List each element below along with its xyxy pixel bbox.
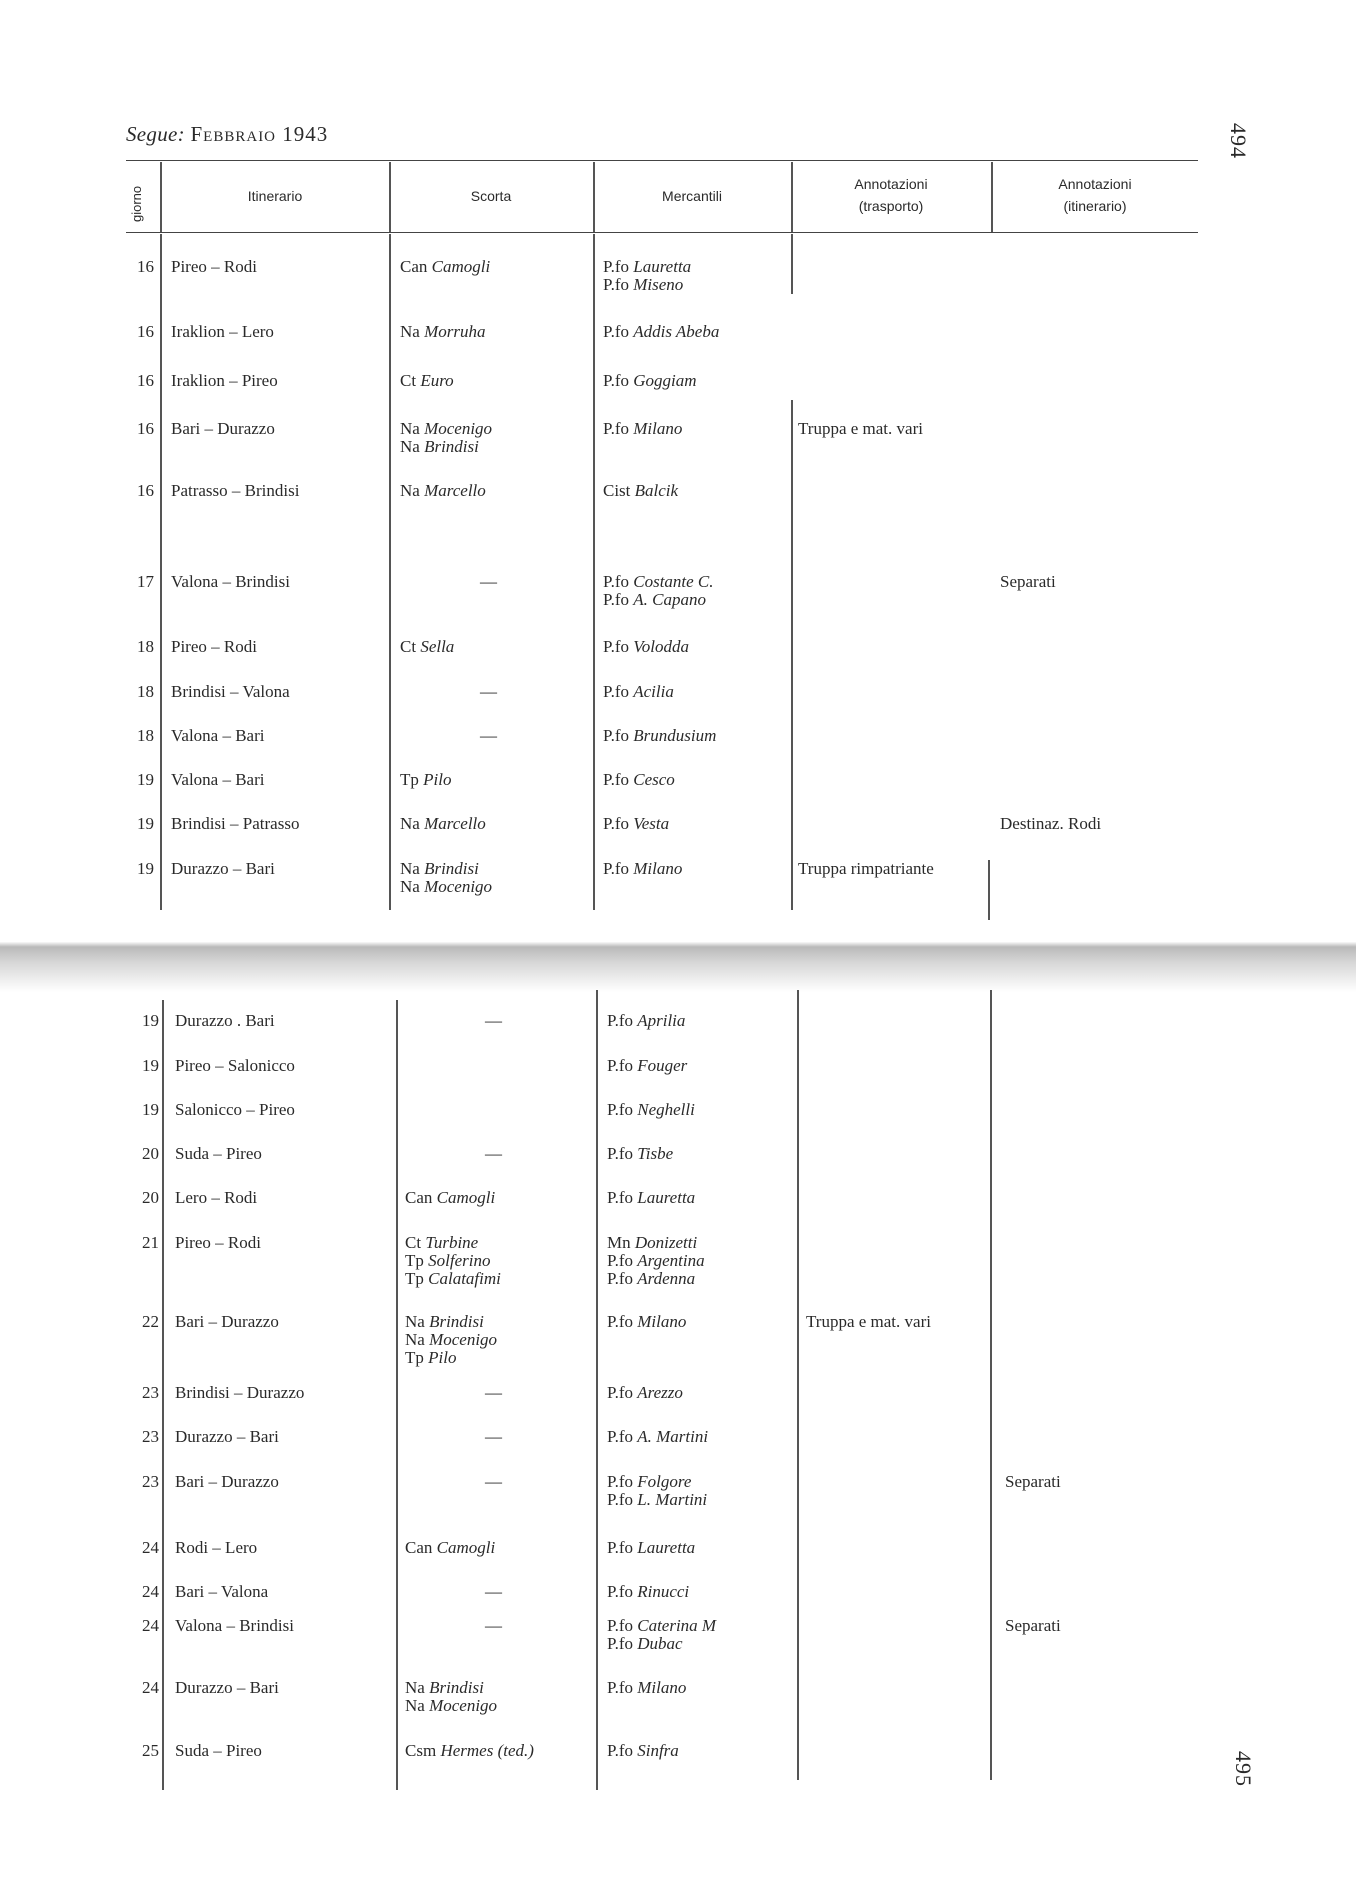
ship-type: P.fo [603, 419, 629, 438]
ship-type: P.fo [607, 1538, 633, 1557]
ship-type: P.fo [607, 1383, 633, 1402]
ship-type: Na [400, 437, 420, 456]
day-cell: 18 [137, 637, 154, 656]
ship-type: P.fo [607, 1011, 633, 1030]
col-head-annotazioni-itinerario [992, 173, 1198, 217]
day-cell: 20 [142, 1188, 159, 1207]
merchant-line [607, 1270, 695, 1288]
route-cell: Brindisi – Valona [171, 682, 290, 701]
ship-type: Can [405, 1538, 433, 1557]
ship-name: Dubac [637, 1634, 683, 1653]
escort-line [480, 573, 497, 591]
ship-type: Ct [405, 1233, 422, 1252]
merchant-line [603, 727, 716, 745]
merchant-line [607, 1635, 683, 1653]
ship-name: Milano [637, 1678, 687, 1697]
escort-line [405, 1234, 478, 1252]
route-cell: Bari – Valona [175, 1582, 269, 1601]
route-cell: Valona – Brindisi [175, 1616, 294, 1635]
col-divider [791, 234, 793, 294]
ship-type: Tp [405, 1348, 424, 1367]
ship-type: Tp [405, 1251, 424, 1270]
ship-name: Brindisi [429, 1312, 484, 1331]
ship-name: Volodda [633, 637, 689, 656]
ship-name: Vesta [633, 814, 670, 833]
day-cell: 24 [142, 1616, 159, 1635]
merchant-line [607, 1428, 708, 1446]
col-head-annotazioni-itinerario-line2: (itinerario) [1063, 198, 1127, 214]
ship-name: Donizetti [634, 1233, 698, 1252]
route-cell: Pireo – Rodi [171, 257, 257, 276]
route-cell: Valona – Brindisi [171, 572, 290, 591]
merchant-line [607, 1313, 686, 1331]
day-cell: 19 [142, 1100, 159, 1119]
ship-type: P.fo [607, 1188, 633, 1207]
merchant-line [603, 860, 682, 878]
day-cell: 23 [142, 1427, 159, 1446]
day-cell: 17 [137, 572, 154, 591]
day-cell: 16 [137, 419, 154, 438]
transport-note: Truppa e mat. vari [798, 419, 923, 438]
ship-type: Tp [400, 770, 419, 789]
route-cell: Durazzo – Bari [171, 859, 275, 878]
merchant-line [607, 1491, 707, 1509]
escort-line [485, 1145, 502, 1163]
route-cell: Brindisi – Durazzo [175, 1383, 305, 1402]
ship-name: Turbine [425, 1233, 479, 1252]
ship-name: Camogli [436, 1538, 496, 1557]
col-head-mercantili: Mercantili [662, 188, 722, 204]
ship-name: Mocenigo [429, 1330, 498, 1349]
ship-name: Lauretta [633, 257, 692, 276]
page-number-bottom: 495 [1231, 1751, 1256, 1787]
escort-line [485, 1473, 502, 1491]
merchant-line [603, 482, 678, 500]
escort-line [480, 727, 497, 745]
ship-type: P.fo [603, 770, 629, 789]
merchant-line [603, 323, 719, 341]
ship-name: Marcello [424, 481, 486, 500]
ship-type: P.fo [607, 1616, 633, 1635]
escort-line [405, 1189, 495, 1207]
merchant-line [607, 1189, 695, 1207]
escort-line [405, 1313, 484, 1331]
ship-type: Na [405, 1696, 425, 1715]
ship-name: Argentina [637, 1251, 705, 1270]
ship-type: P.fo [607, 1100, 633, 1119]
merchant-line [607, 1473, 691, 1491]
escort-line [405, 1270, 501, 1288]
route-cell: Salonicco – Pireo [175, 1100, 295, 1119]
col-divider [396, 1000, 398, 1790]
transport-note: Truppa e mat. vari [806, 1312, 931, 1331]
route-cell: Durazzo . Bari [175, 1011, 275, 1030]
escort-line [405, 1679, 484, 1697]
day-cell: 20 [142, 1144, 159, 1163]
ship-type: P.fo [603, 590, 629, 609]
ship-type: P.fo [607, 1251, 633, 1270]
route-cell: Durazzo – Bari [175, 1678, 279, 1697]
ship-name: Morruha [424, 322, 486, 341]
ship-type: Na [405, 1330, 425, 1349]
ship-type: P.fo [603, 637, 629, 656]
page-fold-shadow [0, 942, 1356, 992]
escort-line [400, 878, 492, 896]
escort-line [400, 860, 479, 878]
day-cell: 19 [142, 1011, 159, 1030]
empty-dash: — [485, 1427, 502, 1446]
day-cell: 16 [137, 371, 154, 390]
itinerary-note: Separati [1005, 1472, 1061, 1491]
ship-type: Cist [603, 481, 631, 500]
empty-dash: — [480, 726, 497, 745]
ship-name: Camogli [436, 1188, 496, 1207]
day-cell: 21 [142, 1233, 159, 1252]
ship-type: Csm [405, 1741, 437, 1760]
route-cell: Bari – Durazzo [175, 1312, 279, 1331]
escort-line [405, 1252, 490, 1270]
ship-type: P.fo [607, 1056, 633, 1075]
merchant-line [607, 1583, 689, 1601]
col-head-annotazioni-trasporto [792, 173, 990, 217]
escort-line [400, 482, 486, 500]
day-cell: 24 [142, 1678, 159, 1697]
col-divider [596, 990, 598, 1790]
ship-type: Ct [400, 637, 417, 656]
empty-dash: — [485, 1011, 502, 1030]
ship-type: Na [405, 1678, 425, 1697]
ship-name: A. Martini [637, 1427, 709, 1446]
ship-type: P.fo [607, 1741, 633, 1760]
empty-dash: — [485, 1582, 502, 1601]
ship-type: P.fo [607, 1269, 633, 1288]
ship-name: Sella [420, 637, 455, 656]
ship-name: Solferino [428, 1251, 491, 1270]
escort-line [400, 420, 492, 438]
escort-line [485, 1012, 502, 1030]
empty-dash: — [485, 1616, 502, 1635]
ship-name: Tisbe [637, 1144, 674, 1163]
escort-line [400, 771, 451, 789]
ship-type: P.fo [607, 1634, 633, 1653]
ship-name: Brundusium [633, 726, 717, 745]
col-divider [160, 234, 162, 910]
ship-type: Na [400, 814, 420, 833]
col-head-annotazioni-trasporto-line2: (trasporto) [858, 198, 924, 214]
route-cell: Valona – Bari [171, 726, 265, 745]
ship-name: Brindisi [429, 1678, 484, 1697]
merchant-line [603, 258, 691, 276]
ship-type: P.fo [607, 1490, 633, 1509]
day-cell: 18 [137, 726, 154, 745]
day-cell: 19 [137, 770, 154, 789]
ship-name: Mocenigo [424, 419, 493, 438]
day-cell: 19 [142, 1056, 159, 1075]
col-head-scorta: Scorta [470, 188, 512, 204]
page-header [126, 122, 328, 147]
merchant-line [607, 1234, 697, 1252]
route-cell: Valona – Bari [171, 770, 265, 789]
route-cell: Pireo – Rodi [171, 637, 257, 656]
merchant-line [603, 638, 689, 656]
merchant-line [607, 1384, 683, 1402]
day-cell: 25 [142, 1741, 159, 1760]
ship-type: P.fo [607, 1472, 633, 1491]
ship-type: P.fo [603, 322, 629, 341]
merchant-line [607, 1145, 673, 1163]
ship-name: Rinucci [637, 1582, 690, 1601]
escort-line [405, 1539, 495, 1557]
ship-type: Na [400, 481, 420, 500]
empty-dash: — [485, 1383, 502, 1402]
day-cell: 24 [142, 1538, 159, 1557]
itinerary-note: Separati [1005, 1616, 1061, 1635]
col-divider [389, 162, 391, 232]
ship-type: P.fo [603, 682, 629, 701]
col-divider [593, 234, 595, 910]
ship-name: Euro [420, 371, 454, 390]
col-head-giorno: giorno [129, 185, 144, 222]
ship-type: P.fo [603, 859, 629, 878]
merchant-line [607, 1617, 716, 1635]
route-cell: Durazzo – Bari [175, 1427, 279, 1446]
ship-type: Mn [607, 1233, 631, 1252]
day-cell: 18 [137, 682, 154, 701]
route-cell: Iraklion – Pireo [171, 371, 278, 390]
col-head-itinerario: Itinerario [247, 188, 303, 204]
empty-dash: — [480, 572, 497, 591]
ship-type: Ct [400, 371, 417, 390]
merchant-line [603, 771, 675, 789]
day-cell: 19 [137, 859, 154, 878]
day-cell: 16 [137, 322, 154, 341]
ship-name: Aprilia [637, 1011, 686, 1030]
ship-name: Miseno [633, 275, 684, 294]
header-month-year: Febbraio 1943 [190, 122, 329, 146]
day-cell: 16 [137, 481, 154, 500]
ship-name: Lauretta [637, 1538, 696, 1557]
ship-name: Milano [637, 1312, 687, 1331]
header-lead: Segue: [126, 122, 185, 146]
col-divider [990, 990, 992, 1780]
col-head-annotazioni-itinerario-line1: Annotazioni [1058, 176, 1132, 192]
ship-name: L. Martini [637, 1490, 708, 1509]
ship-type: Na [405, 1312, 425, 1331]
col-head-annotazioni-trasporto-line1: Annotazioni [854, 176, 928, 192]
escort-line [405, 1349, 456, 1367]
route-cell: Brindisi – Patrasso [171, 814, 300, 833]
escort-line [400, 438, 479, 456]
ship-type: Can [400, 257, 428, 276]
merchant-line [607, 1539, 695, 1557]
ship-type: Na [400, 859, 420, 878]
escort-line [485, 1617, 502, 1635]
day-cell: 19 [137, 814, 154, 833]
ship-name: Cesco [633, 770, 675, 789]
ship-name: Milano [633, 419, 683, 438]
escort-line [405, 1331, 497, 1349]
route-cell: Bari – Durazzo [175, 1472, 279, 1491]
ship-type: P.fo [603, 814, 629, 833]
ship-type: Na [400, 322, 420, 341]
empty-dash: — [485, 1144, 502, 1163]
ship-name: Sinfra [637, 1741, 679, 1760]
ship-name: Arezzo [637, 1383, 683, 1402]
day-cell: 22 [142, 1312, 159, 1331]
col-divider [791, 162, 793, 232]
ship-type: P.fo [607, 1427, 633, 1446]
ship-name: Calatafimi [428, 1269, 501, 1288]
ship-name: Goggiam [633, 371, 697, 390]
ship-type: P.fo [603, 371, 629, 390]
escort-line [485, 1384, 502, 1402]
ship-type: Na [400, 877, 420, 896]
ship-type: Tp [405, 1269, 424, 1288]
merchant-line [607, 1057, 687, 1075]
itinerary-note: Destinaz. Rodi [1000, 814, 1102, 833]
ship-type: Can [405, 1188, 433, 1207]
ship-name: Brindisi [424, 859, 479, 878]
merchant-line [603, 276, 683, 294]
itinerary-note: Separati [1000, 572, 1056, 591]
ship-name: Fouger [637, 1056, 688, 1075]
ship-name: Costante C. [633, 572, 714, 591]
empty-dash: — [480, 682, 497, 701]
ship-type: P.fo [603, 257, 629, 276]
day-cell: 23 [142, 1472, 159, 1491]
day-cell: 23 [142, 1383, 159, 1402]
ship-name: Brindisi [424, 437, 479, 456]
col-divider [988, 860, 990, 920]
col-divider [389, 234, 391, 910]
merchant-line [603, 420, 682, 438]
ship-type: Na [400, 419, 420, 438]
ship-name: Neghelli [637, 1100, 695, 1119]
ship-name: Lauretta [637, 1188, 696, 1207]
route-cell: Suda – Pireo [175, 1144, 262, 1163]
ship-name: Hermes (ted.) [440, 1741, 534, 1760]
escort-line [480, 683, 497, 701]
route-cell: Iraklion – Lero [171, 322, 274, 341]
escort-line [405, 1697, 497, 1715]
route-cell: Bari – Durazzo [171, 419, 275, 438]
route-cell: Patrasso – Brindisi [171, 481, 300, 500]
merchant-line [607, 1679, 686, 1697]
escort-line [400, 323, 485, 341]
ship-name: A. Capano [633, 590, 706, 609]
escort-line [400, 638, 454, 656]
escort-line [485, 1583, 502, 1601]
ship-type: P.fo [607, 1144, 633, 1163]
col-divider [991, 162, 993, 232]
ship-name: Acilia [633, 682, 674, 701]
ship-name: Mocenigo [429, 1696, 498, 1715]
merchant-line [607, 1012, 685, 1030]
ship-name: Folgore [637, 1472, 692, 1491]
route-cell: Pireo – Rodi [175, 1233, 261, 1252]
ship-name: Marcello [424, 814, 486, 833]
escort-line [400, 258, 490, 276]
ship-name: Mocenigo [424, 877, 493, 896]
route-cell: Lero – Rodi [175, 1188, 258, 1207]
ship-type: P.fo [603, 275, 629, 294]
day-cell: 16 [137, 257, 154, 276]
route-cell: Rodi – Lero [175, 1538, 258, 1557]
ship-name: Pilo [423, 770, 452, 789]
escort-line [400, 815, 486, 833]
merchant-line [603, 372, 697, 390]
transport-note: Truppa rimpatriante [798, 859, 934, 878]
header-rule-top [126, 160, 1198, 161]
merchant-line [607, 1252, 705, 1270]
merchant-line [603, 683, 674, 701]
merchant-line [607, 1101, 695, 1119]
ship-type: P.fo [603, 726, 629, 745]
empty-dash: — [485, 1472, 502, 1491]
ship-type: P.fo [607, 1678, 633, 1697]
merchant-line [603, 573, 714, 591]
escort-line [485, 1428, 502, 1446]
page-number-top: 494 [1226, 123, 1251, 159]
merchant-line [607, 1742, 679, 1760]
ship-name: Pilo [428, 1348, 457, 1367]
ship-name: Caterina M [637, 1616, 717, 1635]
ship-name: Camogli [431, 257, 491, 276]
route-cell: Suda – Pireo [175, 1741, 262, 1760]
escort-line [400, 372, 454, 390]
col-divider [791, 400, 793, 910]
ship-name: Milano [633, 859, 683, 878]
escort-line [405, 1742, 534, 1760]
col-divider [160, 162, 162, 232]
merchant-line [603, 815, 669, 833]
route-cell: Pireo – Salonicco [175, 1056, 295, 1075]
col-divider [593, 162, 595, 232]
ship-name: Addis Abeba [633, 322, 720, 341]
header-rule-bottom [126, 232, 1198, 233]
merchant-line [603, 591, 706, 609]
col-divider [797, 990, 799, 1780]
ship-type: P.fo [607, 1582, 633, 1601]
col-divider [162, 1000, 164, 1790]
ship-name: Ardenna [637, 1269, 696, 1288]
day-cell: 24 [142, 1582, 159, 1601]
ship-type: P.fo [607, 1312, 633, 1331]
ship-name: Balcik [634, 481, 679, 500]
ship-type: P.fo [603, 572, 629, 591]
